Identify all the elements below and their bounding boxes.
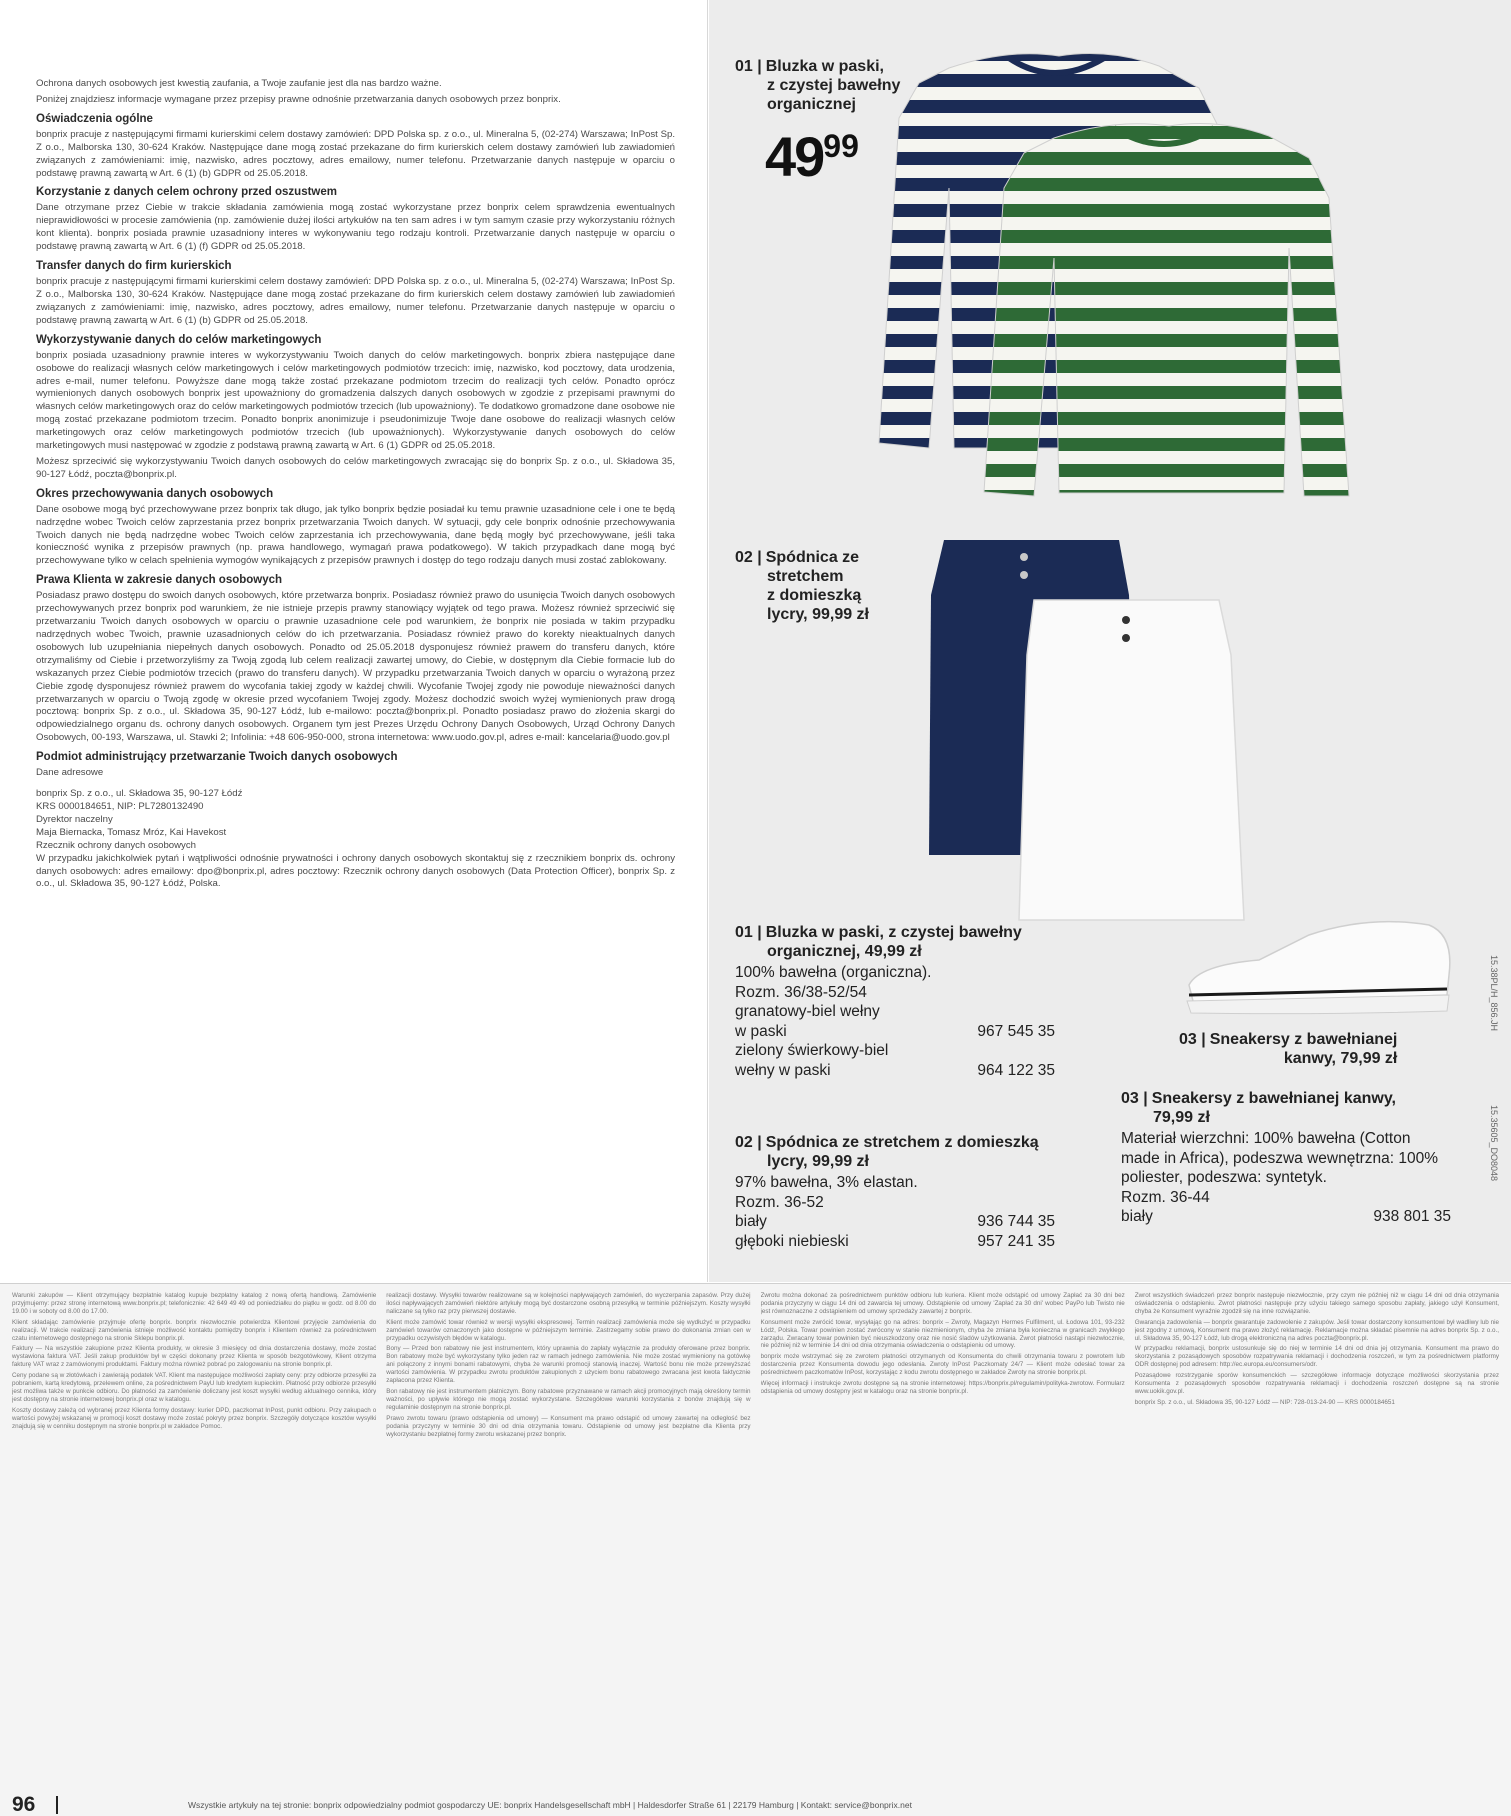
spec-1-sizes: Rozm. 36/38-52/54 <box>735 983 867 1001</box>
section-text-rights: Posiadasz prawo dostępu do swoich danych osobowych, które przetwarza bonprix. Posiadasz również prawo do usunięcia Twoich danych osobowych przechowywanych przez bonprix pod warunkiem, że nie istnieje przepis prawny stanowiący wyjątek od tego prawa. Możesz również sprzeciwić się przetwarzaniu Twoich danych osobowych w oparciu o prawnie uzasadnione cele pod warunkiem, że bonprix nie posiada w takim przypadku nadrzędnych wobec Twoich, prawnie uzasadnionych celów do ich przetwarzania. Posiadasz również prawo do korekty nieaktualnych danych osobowych lub uzupełniania niepełnych danych osobowych. Ponadto od 25.05.2018 dysponujesz również prawem do transferu danych, które otrzymaliśmy od Ciebie i przetworzyliśmy za Twoją zgodą lub celem realizacji zawartej umowy, do Ciebie, w dostępnym dla Ciebie formacie lub do wskazanych przez Ciebie podmiotów trzecich (prawo do transferu danych). W przypadku przetwarzania Twoich danych w oparciu o wyrażoną przez Ciebie zgodę dysponujesz również prawem do wycofania takiej zgody w każdej chwili. Wycofanie Twojej zgody nie powoduje nieważności danych przetwarzanych w oparciu o Twoją zgodę w okresie przed wycofaniem Twojej zgody. Możesz dochodzić swoich wyżej wymienionych praw drogą pocztową: bonprix Sp. z o.o., ul. Składowa 35, 90-127 Łódź, lub e-mailowo: poczta@bonprix.pl. Ponadto posiadasz prawo do złożenia skargi do odpowiedzialnego organu ds. ochrony danych osobowych. Organem tym jest Prezes Urzędu Ochrony Danych Osobowych, Urząd Ochrony Danych Osobowych, 00-193, Warszawa, ul. Stawki 2; Infolinia: +48 606-950-000, strona internetowa: www.uodo.gov.pl, adres e-mail: kancelaria@uodo.gov.pl <box>36 590 675 744</box>
product-3-label <box>1179 1030 1397 1068</box>
product-1-label-line: Bluzka w paski, <box>765 58 884 75</box>
dpo-label: Rzecznik ochrony danych osobowych <box>36 839 196 851</box>
director-label: Dyrektor naczelny <box>36 813 113 825</box>
terms-paragraph: Zwrot wszystkich świadczeń przez bonprix następuje niezwłocznie, przy czym nie później niż w ciągu 14 dni od dnia otrzymania oświadczenia o odstąpieniu. Zwrot płatności następuje przy użyciu takiego samego sposobu zapłaty, jakiego użył Konsument, chyba że Konsument wyraźnie zgodził się na inne rozwiązanie. <box>1134 1292 1499 1315</box>
dpo-text: W przypadku jakichkolwiek pytań i wątpliwości odnośnie prywatności i ochrony danych osobowych skontaktuj się z rzecznikiem bonprix ds. ochrony danych osobowych: adres emailowy: dpo@bonprix.pl, adres pocztowy: Rzecznik ochrony danych osobowych (Data Protection Officer), bonprix Sp. z o.o., ul. Składowa 35, 90-127 Łódź, Polska. <box>36 852 675 890</box>
price-cents: 99 <box>823 128 859 164</box>
white-skirt <box>1019 600 1244 920</box>
terms-column-1 <box>12 1292 376 1793</box>
section-text-fraud: Dane otrzymane przez Ciebie w trakcie składania zamówienia mogą zostać wykorzystane przez bonprix celem sprawdzenia ewentualnych nieprawidłowości w procesie zamówienia (np. zamówienie dużej ilości artykułów na ten sam adres i w tym samym czasie przy wykorzystaniu różnych kont klienta). bonprix posiada prawnie uzasadniony interes w wykonywaniu tego rodzaju kontroli. Przetwarzanie danych następuje w oparciu o podstawę prawną zawartą w Art. 6 (1) (f) GDPR od 25.05.2018. <box>36 202 675 253</box>
spec-3-material: Materiał wierzchni: 100% bawełna (Cotton made in Africa), podeszwa wewnętrzna: 100% poliester, podeszwa: syntetyk. <box>1121 1130 1439 1186</box>
intro-text-1: Ochrona danych osobowych jest kwestią zaufania, a Twoje zaufanie jest dla nas bardzo ważne. <box>36 78 442 89</box>
sneaker-image <box>1179 915 1469 1025</box>
spec-1-variant-row <box>735 1061 1055 1081</box>
spec-1-color: zielony świerkowy-biel <box>735 1042 889 1059</box>
footer-text: Wszystkie artykuły na tej stronie: bonprix odpowiedzialny podmiot gospodarczy UE: bonprix Handelsgesellschaft mbH | Haldesdorfer Straße 61 | 22179 Hamburg | Kontakt: service@bonprix.net <box>188 1799 912 1810</box>
spec-3-sizes: Rozm. 36-44 <box>1121 1188 1210 1206</box>
terms-paragraph: Bon rabatowy nie jest instrumentem płatniczym. Bony rabatowe przyznawane w ramach akcji promocyjnych mają określony termin ważności, po upływie którego nie mogą zostać wykorzystane. Szczegółowe warunki korzystania z bonów znajdują się w regulaminie dostępnym na stronie bonprix.pl. <box>386 1387 751 1411</box>
spec-2-material: 97% bawełna, 3% elastan. <box>735 1174 918 1191</box>
price-main: 49 <box>765 125 824 188</box>
section-title-couriers: Transfer danych do firm kurierskich <box>36 260 232 273</box>
product-2-label <box>735 548 869 624</box>
spec-2-variant-row <box>735 1232 1055 1252</box>
spec-1-code: 964 122 35 <box>977 1061 1055 1079</box>
terms-paragraph: Faktury — Na wszystkie zakupione przez Klienta produkty, w okresie 3 miesięcy od dnia dostarczenia dostawy, może zostać wystawiona faktura VAT. Jeśli zakup produktów był w części dokonany przez Klienta w sposób bezgotówkowy, Klient otrzyma fakturę VAT wraz z zamówionymi produktami. Faktury można również pobrać po zalogowaniu na stronie bonprix.pl. <box>12 1345 377 1369</box>
product-3-spec <box>1121 1089 1451 1227</box>
section-title-fraud: Korzystanie z danych celem ochrony przed oszustwem <box>36 186 337 199</box>
terms-column-4 <box>1135 1292 1499 1793</box>
terms-paragraph: realizacji dostawy. Wysyłki towarów realizowane są w kolejności napływających zamówień, do wyczerpania zapasów. Przy dużej ilości napływających zamówień niektóre artykuły mogą być dostarczone osobną przesyłką w terminie późniejszym. Koszty wysyłki naliczane są tylko raz przy pierwszej dostawie. <box>386 1292 751 1315</box>
spec-1-variant-row <box>735 1022 1055 1042</box>
terms-paragraph: bonprix może wstrzymać się ze zwrotem płatności otrzymanych od Konsumenta do chwili otrzymania towaru z powrotem lub dostarczenia przez Konsumenta dowodu jego odesłania. Zwroty InPost Paczkomaty 24/7 — Klient może odesłać towar za pośrednictwem paczkomatów InPost, korzystając z kodu zwrotu dostępnego w zakładce Zwroty na stronie bonprix.pl. <box>760 1353 1125 1377</box>
spec-2-sizes: Rozm. 36-52 <box>735 1193 824 1211</box>
product-3-label-line: kanwy, 79,99 zł <box>1283 1050 1398 1067</box>
section-text-marketing-objection: Możesz sprzeciwić się wykorzystywaniu Twoich danych osobowych do celów marketingowych zwracając się do bonprix Sp. z o.o., ul. Składowa 35, 90-127 Łódź, poczta@bonprix.pl. <box>36 455 675 480</box>
spec-3-color: biały <box>1121 1208 1153 1225</box>
section-title-marketing: Wykorzystywanie danych do celów marketingowych <box>36 333 322 346</box>
terms-paragraph: Prawo zwrotu towaru (prawo odstąpienia od umowy) — Konsument ma prawo odstąpić od umowy zawartej na odległość bez podania przyczyny w terminie 30 dni od dnia otrzymania towaru. Odstąpienie od umowy jest bezpłatne dla Klienta przy wykorzystaniu bezpłatnej formy zwrotu wskazanej przez bonprix. <box>386 1414 751 1438</box>
section-title-retention: Okres przechowywania danych osobowych <box>36 487 274 500</box>
product-1-label-line: organicznej <box>767 96 856 113</box>
product-2-label-line: stretchem <box>767 568 844 585</box>
spec-2-title-price: lycry, 99,99 zł <box>767 1153 869 1170</box>
section-text-retention: Dane osobowe mogą być przechowywane przez bonprix tak długo, jak tylko bonprix będzie posiadał ku temu prawnie uzasadnione cele i one te będą nadrzędne wobec Twoich celów zaprzestania przez bonprix przetwarzania Twoich danych. W sytuacji, gdy cele bonprix odnośnie przechowywania Twoich danych nie będą nadrzędne wobec Twoich celów zaprzestania ich przechowywania, dane będą mogły być przechowywane, jeśli taka konieczność wynika z przepisów prawnych (np. prawa handlowego, wymagań prawa podatkowego). W takich przypadkach dane mogą być przechowywane tylko w celach spełnienia wymogów wynikających z przepisów prawnych i dostęp do tego rodzaju danych musi zostać zablokowany. <box>36 503 675 567</box>
director-names: Maja Biernacka, Tomasz Mróz, Kai Havekost <box>36 826 227 838</box>
spec-3-variant-row <box>1121 1207 1451 1227</box>
product-2-number: 02 | <box>735 549 762 566</box>
terms-paragraph: Więcej informacji i instrukcje zwrotu dostępne są na stronie internetowej: https://bonprix.pl/regulamin/polityka-zwrotow. Formularz odstąpienia od umowy dostępny jest w katalogu oraz na stronie bonprix.pl. <box>760 1380 1125 1395</box>
section-text-couriers: bonprix pracuje z następującymi firmami kurierskimi celem dostawy zamówień: DPD Polska sp. z o.o., ul. Mineralna 5, (02-274) Warszawa; InPost Sp. Z o.o., Malborska 130, 30-624 Kraków. Następujące dane mogą zostać przekazane do firm kurierskich celem dostawy zamówień lub zawiadomień związanych z zamówieniami: imię, nazwisko, adres pocztowy, adres emailowy, numer telefonu. Przetwarzanie danych następuje w oparciu o podstawę prawną zawartą w Art. 6 (1) (b) GDPR od 25.05.2018. <box>36 276 675 326</box>
intro-text-2: Poniżej znajdziesz informacje wymagane przez przepisy prawne odnośnie przetwarzania danych osobowych przez bonprix. <box>36 93 561 105</box>
product-panel <box>709 0 1511 1282</box>
product-2-label-line: lycry, 99,99 zł <box>767 606 869 623</box>
spec-1-color: granatowy-biel wełny <box>735 1003 880 1020</box>
terms-paragraph: Koszty dostawy zależą od wybranej przez Klienta formy dostawy: kurier DPD, paczkomat InPost, punkt odbioru. Przy zakupach o wartości powyżej wskazanej w promocji koszt dostawy może zostać pokryty przez bonprix. Szczegóły dotyczące kosztów wysyłki znajdują się w cenniku dostępnym na stronie bonprix.pl w zakładce Pomoc. <box>12 1406 377 1430</box>
spec-2-code: 957 241 35 <box>977 1232 1055 1250</box>
striped-shirts-image <box>859 48 1509 528</box>
photo-code-1: 15.38PL/H_856.JH <box>1489 955 1499 1032</box>
privacy-policy-column <box>0 0 708 1282</box>
spec-1-material: 100% bawełna (organiczna). <box>735 964 932 981</box>
section-text-marketing: bonprix posiada uzasadniony prawnie interes w wykorzystywaniu Twoich danych do celów marketingowych. bonprix zbiera następujące dane osobowe do realizacji własnych celów marketingowych i celów marketingowych podmiotów trzecich: imię, nazwisko, kod pocztowy, data urodzenia, adres e-mail, numer telefonu. Powyższe dane mogą także zostać przekazane podmiotom trzecim do realizacji tych celów. Ponadto oprócz wymienionych danych osobowych bonprix jest upoważniony do gromadzenia dalszych danych osobowych w zgodzie z przepisami prawnymi do własnych celów marketingowych oraz do celów marketingowych podmiotów trzecich (lub upoważniony). Te dodatkowo gromadzone dane osobowe nie mogą zostać przekazane podmiotom trzecim. Ponadto bonprix anonimizuje i pseudonimizuje Twoje dane osobowe do realizacji własnych celów marketingowych oraz celów marketingowych podmiotów trzecich (lub upoważnionych). Wykorzystywanie danych osobowych do celów marketingowych musi następować w zgodzie z podstawą prawną zawartą w Art. 6 (1) GDPR od 25.05.2018. <box>36 349 675 452</box>
spec-1-title-price: organicznej, 49,99 zł <box>767 943 922 960</box>
spec-3-code: 938 801 35 <box>1373 1208 1451 1225</box>
terms-column-3 <box>761 1292 1125 1793</box>
product-3-number: 03 | <box>1179 1031 1206 1048</box>
terms-paragraph: Pozasądowe rozstrzyganie sporów konsumenckich — szczegółowe informacje dotyczące możliwości skorzystania przez Konsumenta z pozasądowych sposobów rozpatrywania reklamacji i dochodzenia roszczeń dostępne są na stronie www.uokik.gov.pl. <box>1134 1372 1499 1395</box>
spec-1-color: w paski <box>735 1022 787 1040</box>
spec-2-color: głęboki niebieski <box>735 1232 849 1250</box>
terms-paragraph: Ceny podane są w złotówkach i zawierają podatek VAT. Klient ma następujące możliwości zapłaty ceny: przy odbiorze przesyłki za pobraniem, kartą kredytową, przelewem online, za pośrednictwem PayU lub kredytem kupieckim. Płatność przy odbiorze przesyłki jest możliwa także w punkcie odbioru. Do płatności za zamówienie doliczany jest koszt wysyłki według aktualnego cennika, który jest dostępny na stronie internetowej bonprix.pl oraz w katalogu. <box>12 1372 377 1403</box>
section-text-general: bonprix pracuje z następującymi firmami kurierskimi celem dostawy zamówień: DPD Polska sp. z o.o., ul. Mineralna 5, (02-274) Warszawa; InPost Sp. Z o.o., Malborska 130, 30-624 Kraków. Następujące dane mogą zostać przekazane do firm kurierskich celem dostawy zamówień lub zawiadomień związanych z zamówieniami: imię, nazwisko, adres pocztowy, adres emailowy, numer telefonu. Przetwarzanie danych następuje w oparciu o podstawę prawną zawartą w Art. 6 (1) (b) GDPR od 25.05.2018. <box>36 128 675 179</box>
product-1-price <box>765 124 859 189</box>
spec-1-code: 967 545 35 <box>977 1022 1055 1040</box>
section-title-general: Oświadczenia ogólne <box>36 112 153 125</box>
terms-paragraph: Bony — Przed bon rabatowy nie jest instrumentem, który uprawnia do zapłaty wyłącznie za produkty oferowane przez bonprix. Bon rabatowy może być wykorzystany tylko jeden raz w ramach jednego zamówienia. Nie może zostać wymieniony na gotówkę ani połączony z innymi bonami rabatowymi, chyba że warunki promocji stanowią inaczej. Wartość bonu nie może przewyższać wartości zamówienia. W przypadku zwrotu produktów zakupionych z użyciem bonu rabatowego zwracana jest kwota faktycznie zapłacona przez Klienta. <box>386 1345 751 1385</box>
terms-paragraph: Zwrotu można dokonać za pośrednictwem punktów odbioru lub kuriera. Klient może odstąpić od umowy Zapłać za 30 dni bez podania przyczyny w ciągu 14 dni od zawarcia tej umowy. Odstąpienie od umowy 'Zapłać za 30 dni' wobec PayPo lub Twisto nie jest równoznaczne z odstąpieniem od umowy sprzedaży zawartej z bonprix. <box>760 1292 1125 1315</box>
terms-paragraph: bonprix Sp. z o.o., ul. Składowa 35, 90-127 Łódź — NIP: 728-013-24-90 — KRS 0000184651 <box>1134 1398 1395 1406</box>
controller-contact <box>36 767 675 852</box>
terms-paragraph: W przypadku reklamacji, bonprix ustosunkuje się do niej w terminie 14 dni od dnia jej otrzymania. Konsument ma prawo do skorzystania z pozasądowych sposobów rozpatrywania reklamacji i dochodzenia roszczeń, w tym za pośrednictwem platformy ODR dostępnej pod adresem: http://ec.europa.eu/consumers/odr. <box>1134 1345 1499 1369</box>
green-shirt <box>984 124 1349 496</box>
spec-3-number: 03 | <box>1121 1090 1148 1107</box>
spec-2-number: 02 | <box>735 1134 762 1151</box>
address-line: bonprix Sp. z o.o., ul. Składowa 35, 90-127 Łódź <box>36 788 243 800</box>
section-title-controller: Podmiot administrujący przetwarzanie Twoich danych osobowych <box>36 751 398 764</box>
spec-3-title: Sneakersy z bawełnianej kanwy, <box>1151 1090 1396 1107</box>
krs-line: KRS 0000184651, NIP: PL7280132490 <box>36 800 204 812</box>
spec-2-code: 936 744 35 <box>977 1213 1055 1230</box>
terms-paragraph: Klient może zamówić towar również w wersji wysyłki ekspresowej. Termin realizacji zamówienia może się wydłużyć w przypadku zamówień towarów oznaczonych jako dostępne w późniejszym terminie. Zastrzegamy sobie prawo do dokonania zmian cen w przypadku oczywistych błędów w katalogu. <box>386 1318 751 1342</box>
terms-paragraph: Gwarancja zadowolenia — bonprix gwarantuje zadowolenie z zakupów. Jeśli towar dostarczony konsumentowi był wadliwy lub nie jest zgodny z umową, Konsument ma prawo złożyć reklamację. Reklamacje można składać pisemnie na adres bonprix Sp. z o.o., ul. Składowa 35, 90-127 Łódź, lub drogą elektroniczną na adres poczta@bonprix.pl. <box>1134 1318 1499 1342</box>
product-2-spec <box>735 1133 1055 1251</box>
terms-paragraph: Konsument może zwrócić towar, wysyłając go na adres: bonprix – Zwroty, Magazyn Hermes Fulfilment, ul. Łodowa 101, 93-232 Łódź, Polska. Towar powinien zostać zwrócony w stanie niezmienionym, chyba że zmiana była konieczna w granicach zwykłego zarządu. Zwracany towar powinien być nieuszkodzony oraz nie nosić śladów użytkowania. Zwrot płatności nastąpi niezwłocznie, nie później niż w terminie 14 dni od dnia otrzymania oświadczenia o odstąpieniu od umowy. <box>760 1318 1125 1350</box>
address-label: Dane adresowe <box>36 767 104 779</box>
terms-and-conditions <box>0 1283 1511 1793</box>
product-1-number: 01 | <box>735 58 762 75</box>
spec-3-title-price: 79,99 zł <box>1153 1109 1210 1126</box>
terms-paragraph: Warunki zakupów — Klient otrzymujący bezpłatnie katalog kupuje bezpłatny katalog z nową ofertą handlową. Zamówienie przyjmujemy: przez stronę internetową www.bonprix.pl; telefonicznie: 42 649 49 49 od poniedziałku do piątku w godz. od 8.00 do 19.00 i w soboty od 8.00 do 17.00. <box>12 1292 377 1315</box>
spec-2-title: Spódnica ze stretchem z domieszką <box>765 1134 1039 1151</box>
skirts-image <box>909 535 1269 925</box>
product-2-label-line: z domieszką <box>767 587 862 604</box>
spec-1-title: Bluzka w paski, z czystej bawełny <box>765 924 1022 941</box>
terms-paragraph: Klient składając zamówienie przyjmuje ofertę bonprix. bonprix niezwłocznie potwierdza Klientowi przyjęcie zamówienia do realizacji. W trakcie realizacji zamówienia istnieje możliwość kontaktu pomiędzy bonprix i Klientem również za pośrednictwem czatu internetowego dostępnego na stronie Sklepu bonprix.pl. <box>12 1318 377 1342</box>
spec-2-color: biały <box>735 1213 767 1230</box>
photo-code-2: 15.35605_DO8048 <box>1489 1105 1499 1182</box>
spec-1-number: 01 | <box>735 924 762 941</box>
spec-2-variant-row <box>735 1212 1055 1232</box>
section-title-rights: Prawa Klienta w zakresie danych osobowych <box>36 574 283 587</box>
terms-column-2 <box>386 1292 750 1793</box>
product-1-spec <box>735 923 1055 1080</box>
product-1-label-line: z czystej bawełny <box>767 77 901 94</box>
page-number: 96 <box>0 1796 58 1814</box>
product-3-label-line: Sneakersy z bawełnianej <box>1209 1031 1398 1048</box>
page-footer <box>0 1793 1511 1816</box>
product-2-label-line: Spódnica ze <box>765 549 860 566</box>
spec-1-color: wełny w paski <box>735 1061 831 1079</box>
